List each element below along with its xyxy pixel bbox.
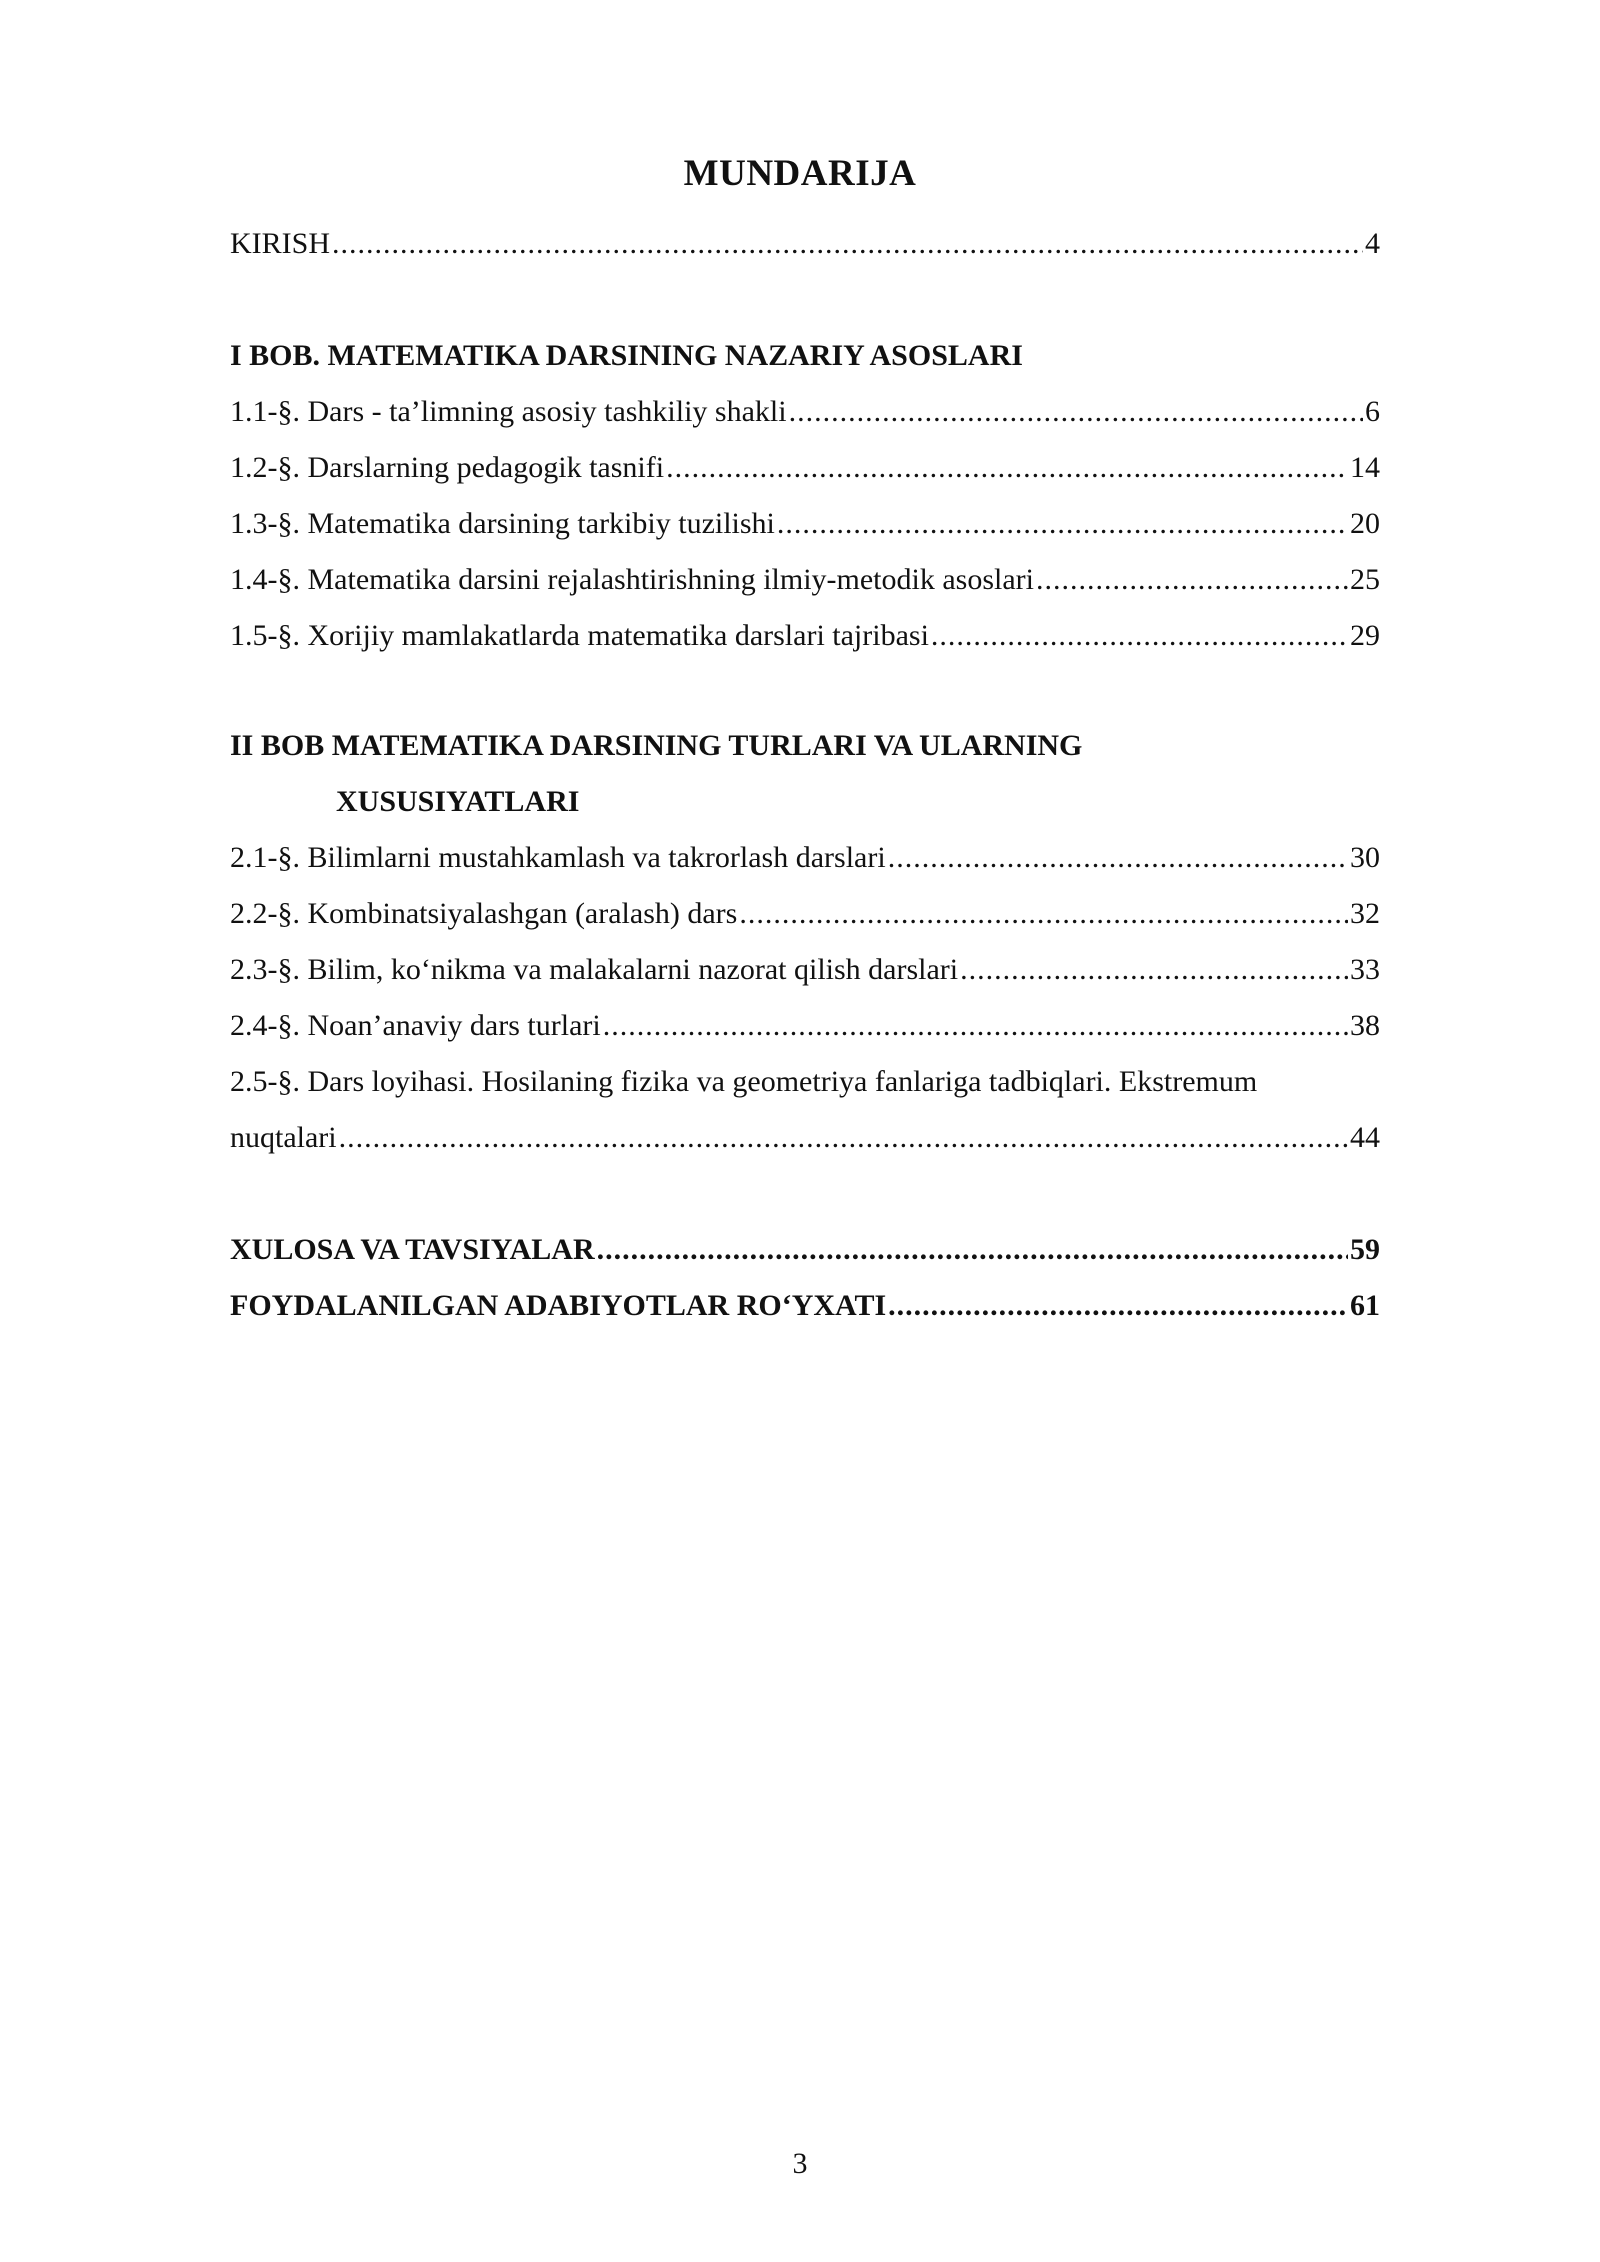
dot-leader	[960, 942, 1348, 998]
dot-leader	[888, 830, 1348, 886]
toc-entry-page: 61	[1350, 1289, 1380, 1322]
toc-entry-text: 1.5-§. Xorijiy mamlakatlarda matematika darslari tajribasi	[230, 619, 929, 652]
toc-entry-1-5[interactable]	[230, 608, 1380, 664]
toc-entry-references[interactable]	[230, 1278, 1380, 1334]
toc-entry-text: 2.3-§. Bilim, ko‘nikma va malakalarni nazorat qilish darslari	[230, 953, 959, 986]
dot-leader	[339, 1110, 1348, 1166]
toc-entry-text: 1.1-§. Dars - ta’limning asosiy tashkiliy shakli	[230, 395, 787, 428]
toc-entry-page: 29	[1350, 619, 1380, 652]
dot-leader	[666, 440, 1348, 496]
toc-entry-page: 33	[1350, 953, 1380, 986]
chapter2-heading-line1: II BOB MATEMATIKA DARSINING TURLARI VA ULARNING	[230, 729, 1083, 762]
toc-entry-conclusion[interactable]	[230, 1222, 1380, 1278]
toc-entry-page: 4	[1365, 227, 1380, 260]
dot-leader	[888, 1278, 1348, 1334]
page-number: 3	[792, 2147, 808, 2180]
toc-entry-2-5[interactable]	[230, 1110, 1380, 1166]
toc-entry-text: XULOSA VA TAVSIYALAR	[230, 1233, 595, 1266]
toc-entry-1-4[interactable]	[230, 552, 1380, 608]
toc-entry-1-3[interactable]	[230, 496, 1380, 552]
toc-entry-page: 25	[1350, 563, 1380, 596]
dot-leader	[603, 998, 1348, 1054]
toc-entry-text: FOYDALANILGAN ADABIYOTLAR RO‘YXATI	[230, 1289, 887, 1322]
toc-entry-1-2[interactable]	[230, 440, 1380, 496]
toc-entry-intro[interactable]	[230, 216, 1380, 272]
toc-entry-page: 32	[1350, 897, 1380, 930]
toc-entry-page: 38	[1350, 1009, 1380, 1042]
toc-entry-page: 44	[1350, 1121, 1380, 1154]
toc-entry-page: 14	[1350, 451, 1380, 484]
toc-entry-text: 2.4-§. Noan’anaviy dars turlari	[230, 1009, 601, 1042]
toc-entry-2-3[interactable]	[230, 942, 1380, 998]
dot-leader	[597, 1222, 1348, 1278]
toc-entry-2-5-line1[interactable]: 2.5-§. Dars loyihasi. Hosilaning fizika va geometriya fanlariga tadbiqlari. Ekstremum	[230, 1065, 1258, 1098]
toc-entry-2-2[interactable]	[230, 886, 1380, 942]
toc-title: MUNDARIJA	[683, 153, 917, 194]
toc-entry-text: 1.4-§. Matematika darsini rejalashtirishning ilmiy-metodik asoslari	[230, 563, 1034, 596]
toc-entry-text: nuqtalari	[230, 1121, 337, 1154]
toc-entry-page: 6	[1365, 395, 1380, 428]
toc-entry-2-1[interactable]	[230, 830, 1380, 886]
dot-leader	[1036, 552, 1348, 608]
chapter2-heading-line2: XUSUSIYATLARI	[336, 785, 580, 818]
toc-entry-text: 1.2-§. Darslarning pedagogik tasnifi	[230, 451, 665, 484]
dot-leader	[777, 496, 1348, 552]
dot-leader	[739, 886, 1348, 942]
toc-entry-page: 59	[1350, 1233, 1380, 1266]
toc-entry-text: 1.3-§. Matematika darsining tarkibiy tuzilishi	[230, 507, 775, 540]
toc-entry-page: 20	[1350, 507, 1380, 540]
dot-leader	[332, 216, 1363, 272]
dot-leader	[789, 384, 1363, 440]
toc-entry-text: 2.1-§. Bilimlarni mustahkamlash va takrorlash darslari	[230, 841, 886, 874]
toc-entry-2-4[interactable]	[230, 998, 1380, 1054]
toc-entry-1-1[interactable]	[230, 384, 1380, 440]
dot-leader	[931, 608, 1348, 664]
toc-entry-text: 2.2-§. Kombinatsiyalashgan (aralash) dars	[230, 897, 738, 930]
chapter1-heading: I BOB. MATEMATIKA DARSINING NAZARIY ASOSLARI	[230, 339, 1023, 372]
toc-entry-text: KIRISH	[230, 227, 331, 260]
toc-entry-page: 30	[1350, 841, 1380, 874]
